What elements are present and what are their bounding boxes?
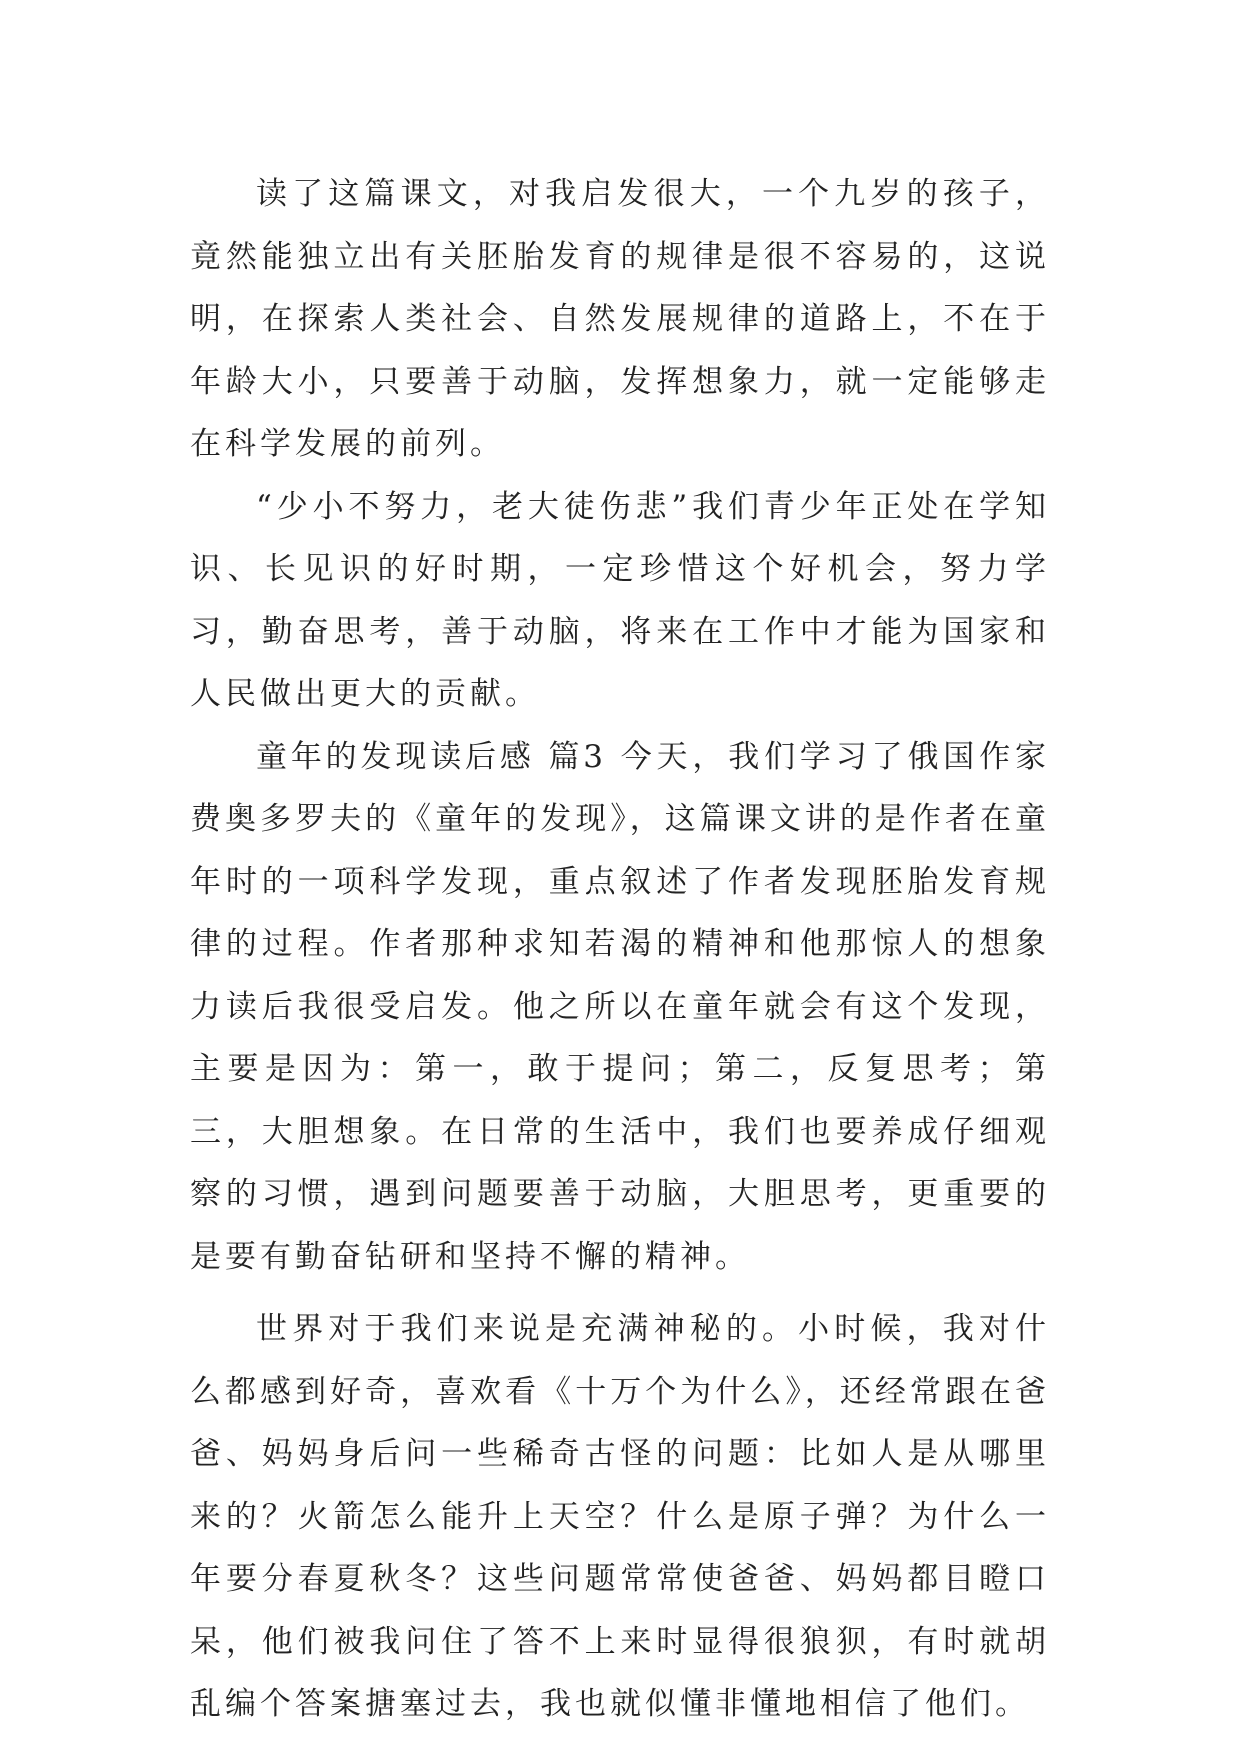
paragraph-4: 世界对于我们来说是充满神秘的。小时候，我对什么都感到好奇，喜欢看《十万个为什么》，还经常跟在爸爸、妈妈身后问一些稀奇古怪的问题：比如人是从哪里来的？火箭怎么能升上天空？什么是原子弹？为什么一年要分春夏秋冬？这些问题常常使爸爸、妈妈都目瞪口呆，他们被我问住了答不上来时显得很狼狈，有时就胡乱编个答案搪塞过去，我也就似懂非懂地相信了他们。 bbox=[190, 1311, 1050, 1722]
paragraph-1: 读了这篇课文，对我启发很大，一个九岁的孩子，竟然能独立出有关胚胎发育的规律是很不容易的，这说明，在探索人类社会、自然发展规律的道路上，不在于年龄大小，只要善于动脑，发挥想象力，就一定能够走在科学发展的前列。 bbox=[190, 176, 1050, 462]
section-heading: 童年的发现读后感 篇3 bbox=[256, 738, 607, 775]
section-paragraph bbox=[190, 726, 1050, 1289]
section-text: 今天，我们学习了俄国作家费奥多罗夫的《童年的发现》，这篇课文讲的是作者在童年时的一项科学发现，重点叙述了作者发现胚胎发育规律的过程。作者那种求知若渴的精神和他那惊人的想象力读后我很受启发。他之所以在童年就会有这个发现，主要是因为：第一，敢于提问；第二，反复思考；第三，大胆想象。在日常的生活中，我们也要养成仔细观察的习惯，遇到问题要善于动脑，大胆思考，更重要的是要有勤奋钻研和坚持不懈的精神。 bbox=[190, 738, 1050, 1275]
document-body bbox=[190, 163, 1050, 1736]
paragraph-2: “少小不努力，老大徒伤悲”我们青少年正处在学知识、长见识的好时期，一定珍惜这个好机会，努力学习，勤奋思考，善于动脑，将来在工作中才能为国家和人民做出更大的贡献。 bbox=[190, 488, 1050, 712]
section-gap bbox=[606, 739, 621, 775]
